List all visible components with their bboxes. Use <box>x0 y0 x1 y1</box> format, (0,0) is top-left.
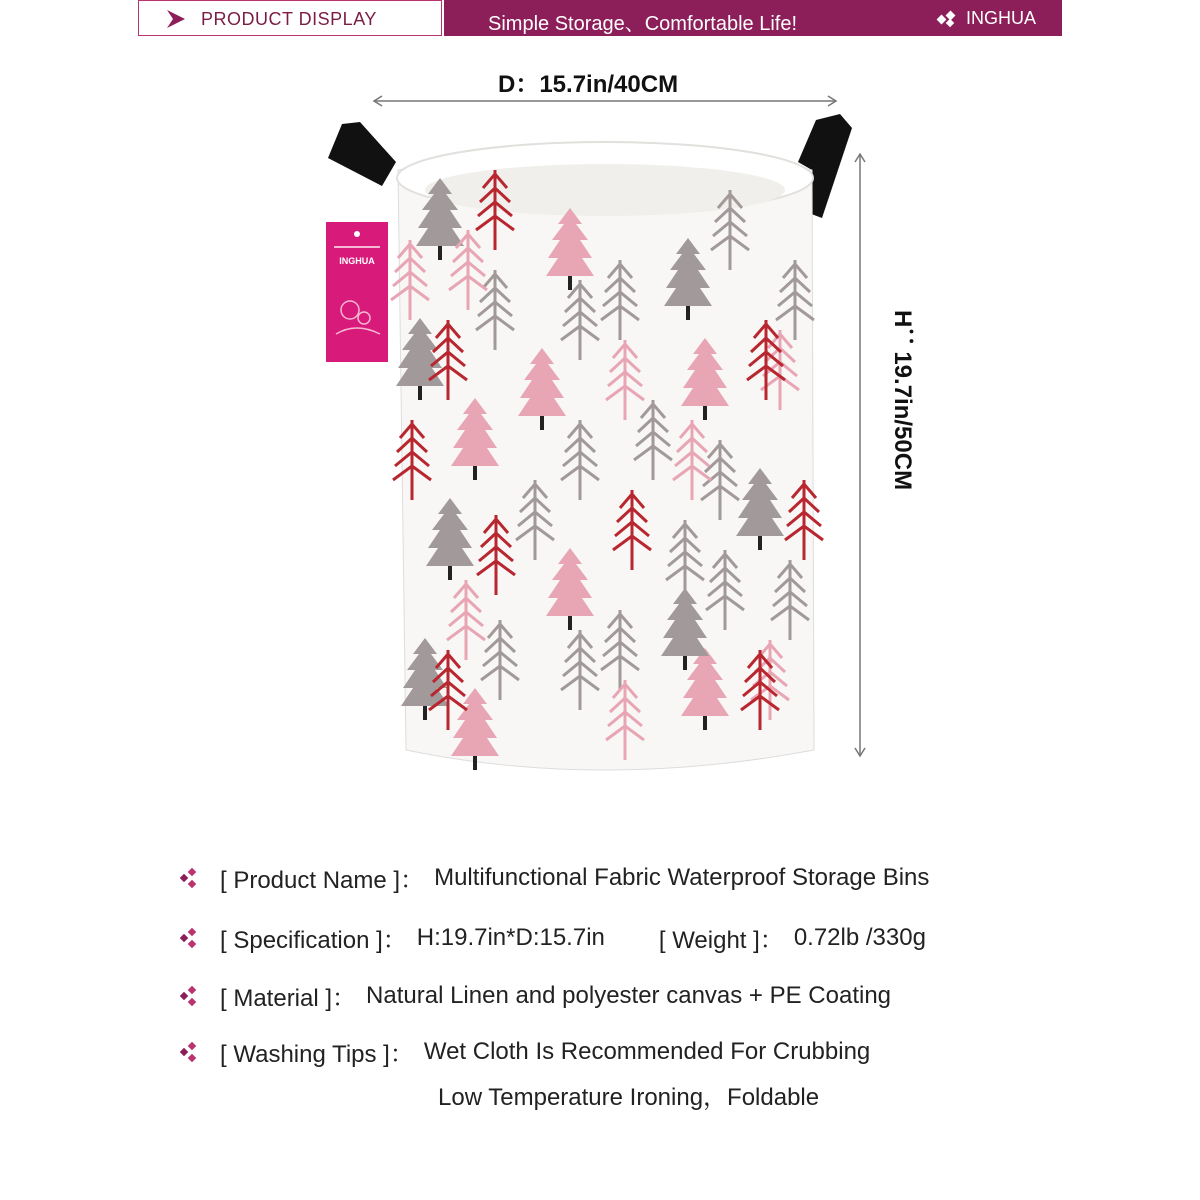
washing-value-2: Low Temperature Ironing，Foldable <box>438 1084 820 1111</box>
brand-name: INGHUA <box>965 8 1036 28</box>
storage-basket-image <box>320 100 880 800</box>
spec-material <box>178 978 891 1013</box>
hang-tag-image <box>326 222 390 362</box>
washing-value: Wet Cloth Is Recommended For Crubbing <box>423 1037 871 1065</box>
spec-washing-tips <box>178 1034 870 1069</box>
slogan-text: Simple Storage、Comfortable Life! <box>488 13 798 35</box>
material-key: [ Material ]： <box>220 985 357 1012</box>
product-display-tab <box>138 0 442 36</box>
spec-product-name <box>178 860 929 895</box>
header-banner <box>138 0 1062 38</box>
material-value: Natural Linen and polyester canvas + PE Coating <box>366 981 892 1009</box>
weight-key: [ Weight ]： <box>658 927 784 954</box>
diameter-label: D：15.7in/40CM <box>498 71 679 98</box>
tag-brand: INGHUA <box>339 256 375 266</box>
brand-label <box>936 8 1036 29</box>
product-name-value: Multifunctional Fabric Waterproof Storage Bins <box>434 863 930 891</box>
slogan-bar <box>444 0 1062 36</box>
spec-specification <box>178 920 926 955</box>
triangle-arrow-icon <box>165 9 187 29</box>
brand-logo-icon <box>936 10 958 28</box>
specification-value: H:19.7in*D:15.7in <box>416 923 605 951</box>
diamond-bullet-icon <box>178 1040 204 1064</box>
washing-key: [ Washing Tips ]： <box>220 1041 414 1068</box>
height-label: H：19.7in/50CM <box>889 310 916 491</box>
weight-value: 0.72lb /330g <box>793 923 926 951</box>
product-display-label: PRODUCT DISPLAY <box>201 9 377 29</box>
diamond-bullet-icon <box>178 866 204 890</box>
specification-key: [ Specification ]： <box>220 927 407 954</box>
diamond-bullet-icon <box>178 926 204 950</box>
product-name-key: [ Product Name ]： <box>220 867 425 894</box>
diamond-bullet-icon <box>178 984 204 1008</box>
